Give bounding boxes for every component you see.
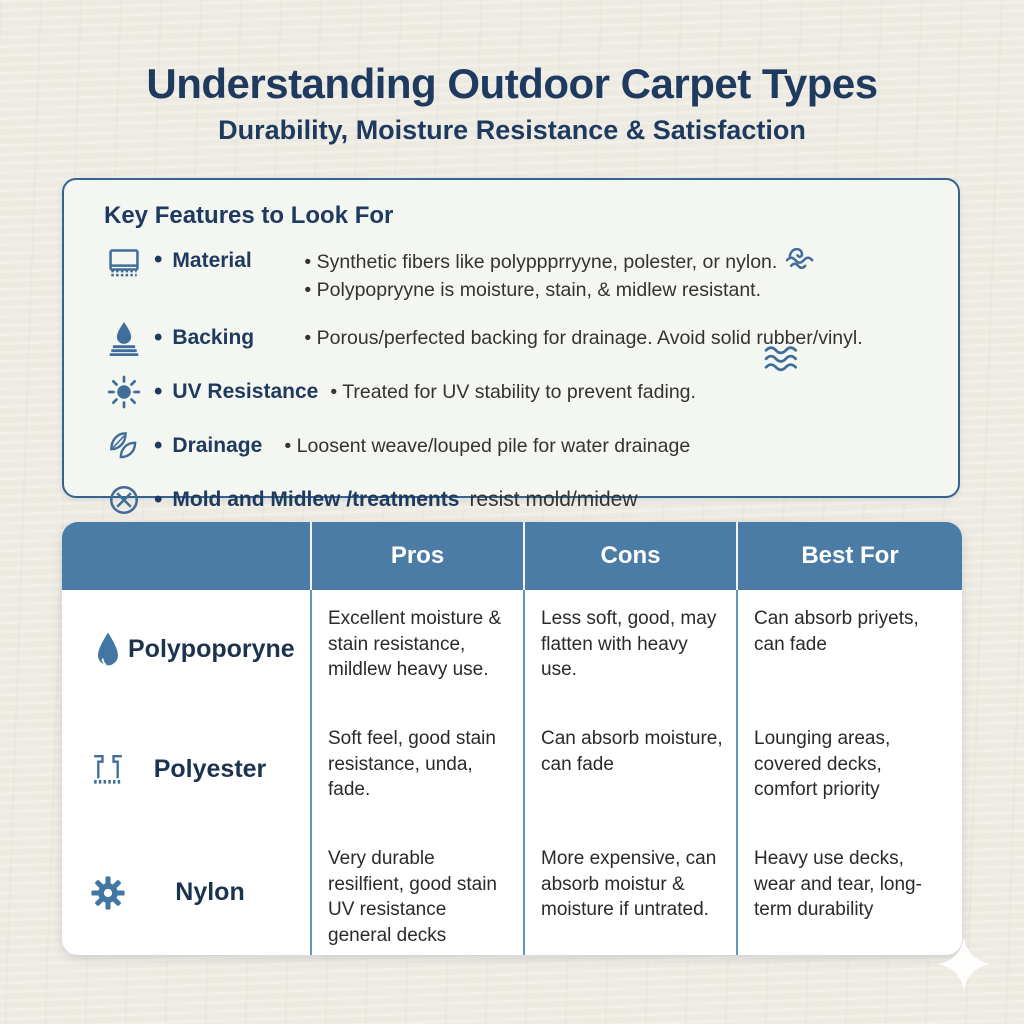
- droplet-icon: [88, 628, 128, 672]
- bullet-dot: •: [154, 324, 163, 352]
- feature-desc-material: [304, 244, 928, 304]
- bullet-dot: •: [154, 246, 163, 273]
- cell-polyester-best-for: Lounging areas, covered decks, comfort priority: [754, 728, 891, 801]
- feature-label-material: Material: [172, 249, 252, 272]
- table-row-label-polypoporyne: [62, 590, 312, 710]
- triple-wave-icon: [763, 342, 803, 379]
- cell-nylon-cons: More expensive, can absorb moistur & moisture if untrated.: [525, 830, 738, 955]
- crossed-circle-icon: [104, 480, 144, 520]
- feature-desc-mold: resist mold/midew: [469, 488, 638, 512]
- cell-polypoporyne-pros: Excellent moisture & stain resistance, mildlew heavy use.: [312, 590, 525, 710]
- page-subtitle: Durability, Moisture Resistance & Satisfaction: [218, 115, 806, 145]
- bullet-dot: •: [154, 486, 163, 514]
- table-header-best-for: Best For: [738, 522, 962, 590]
- cell-polyester-cons: Can absorb moisture, can fade: [525, 710, 738, 830]
- cell-polypoporyne-cons: Less soft, good, may flatten with heavy use.: [525, 590, 738, 710]
- carpet-section-icon: [88, 748, 128, 792]
- feature-label-mold: Mold and Midlew /treatments: [172, 488, 460, 512]
- feature-label-drainage: Drainage: [172, 434, 263, 458]
- cell-polypoporyne-best-for: Can absorb priyets, can fade: [754, 608, 919, 655]
- table-row-label-nylon: [62, 830, 312, 955]
- feature-bullet: • Porous/perfected backing for drainage. Avoid solid rubber/vinyl.: [304, 325, 928, 353]
- wave-icon: [784, 242, 818, 275]
- feature-desc-uv: • Treated for UV stability to prevent fading.: [330, 381, 696, 404]
- bullet-dot: •: [154, 432, 163, 460]
- cell-polyester-pros: Soft feel, good stain resistance, unda, fade.: [312, 710, 525, 830]
- material-swatch-icon: [104, 244, 144, 284]
- feature-row-drainage: [104, 426, 928, 466]
- feature-label-uv: UV Resistance: [172, 380, 319, 404]
- row-name: Polypoporyne: [128, 635, 295, 664]
- feature-row-uv: [104, 372, 928, 412]
- key-features-panel: [62, 178, 960, 514]
- gear-icon: [88, 871, 128, 915]
- feature-bullet: • Synthetic fibers like polyppprryyne, polester, or nylon.: [304, 249, 928, 277]
- key-features-heading: Key Features to Look For: [104, 202, 394, 229]
- page-title: Understanding Outdoor Carpet Types: [146, 60, 878, 107]
- table-row-label-polyester: [62, 710, 312, 830]
- cell-nylon-pros: Very durable resilfient, good stain UV resistance general decks: [312, 830, 525, 955]
- feature-desc-drainage: • Loosent weave/louped pile for water drainage: [284, 435, 690, 458]
- feature-label-backing: Backing: [172, 326, 255, 350]
- sparkle-icon: [936, 936, 992, 997]
- bullet-dot: •: [154, 378, 163, 406]
- feature-row-backing: [104, 318, 928, 358]
- leaves-icon: [104, 426, 144, 466]
- feature-bullet: • Polypopryyne is moisture, stain, & midlew resistant.: [304, 277, 928, 305]
- cell-nylon-best-for: Heavy use decks, wear and tear, long-term durability: [754, 848, 922, 921]
- comparison-table: [62, 522, 962, 955]
- table-header-cons: Cons: [525, 522, 738, 590]
- feature-row-mold: [104, 480, 928, 520]
- table-header-pros: Pros: [312, 522, 525, 590]
- sun-icon: [104, 372, 144, 412]
- feature-desc-backing: [304, 325, 928, 353]
- backing-layers-icon: [104, 318, 144, 358]
- row-name: Polyester: [153, 755, 267, 784]
- table-header-blank: [62, 522, 312, 590]
- row-name: Nylon: [175, 877, 245, 906]
